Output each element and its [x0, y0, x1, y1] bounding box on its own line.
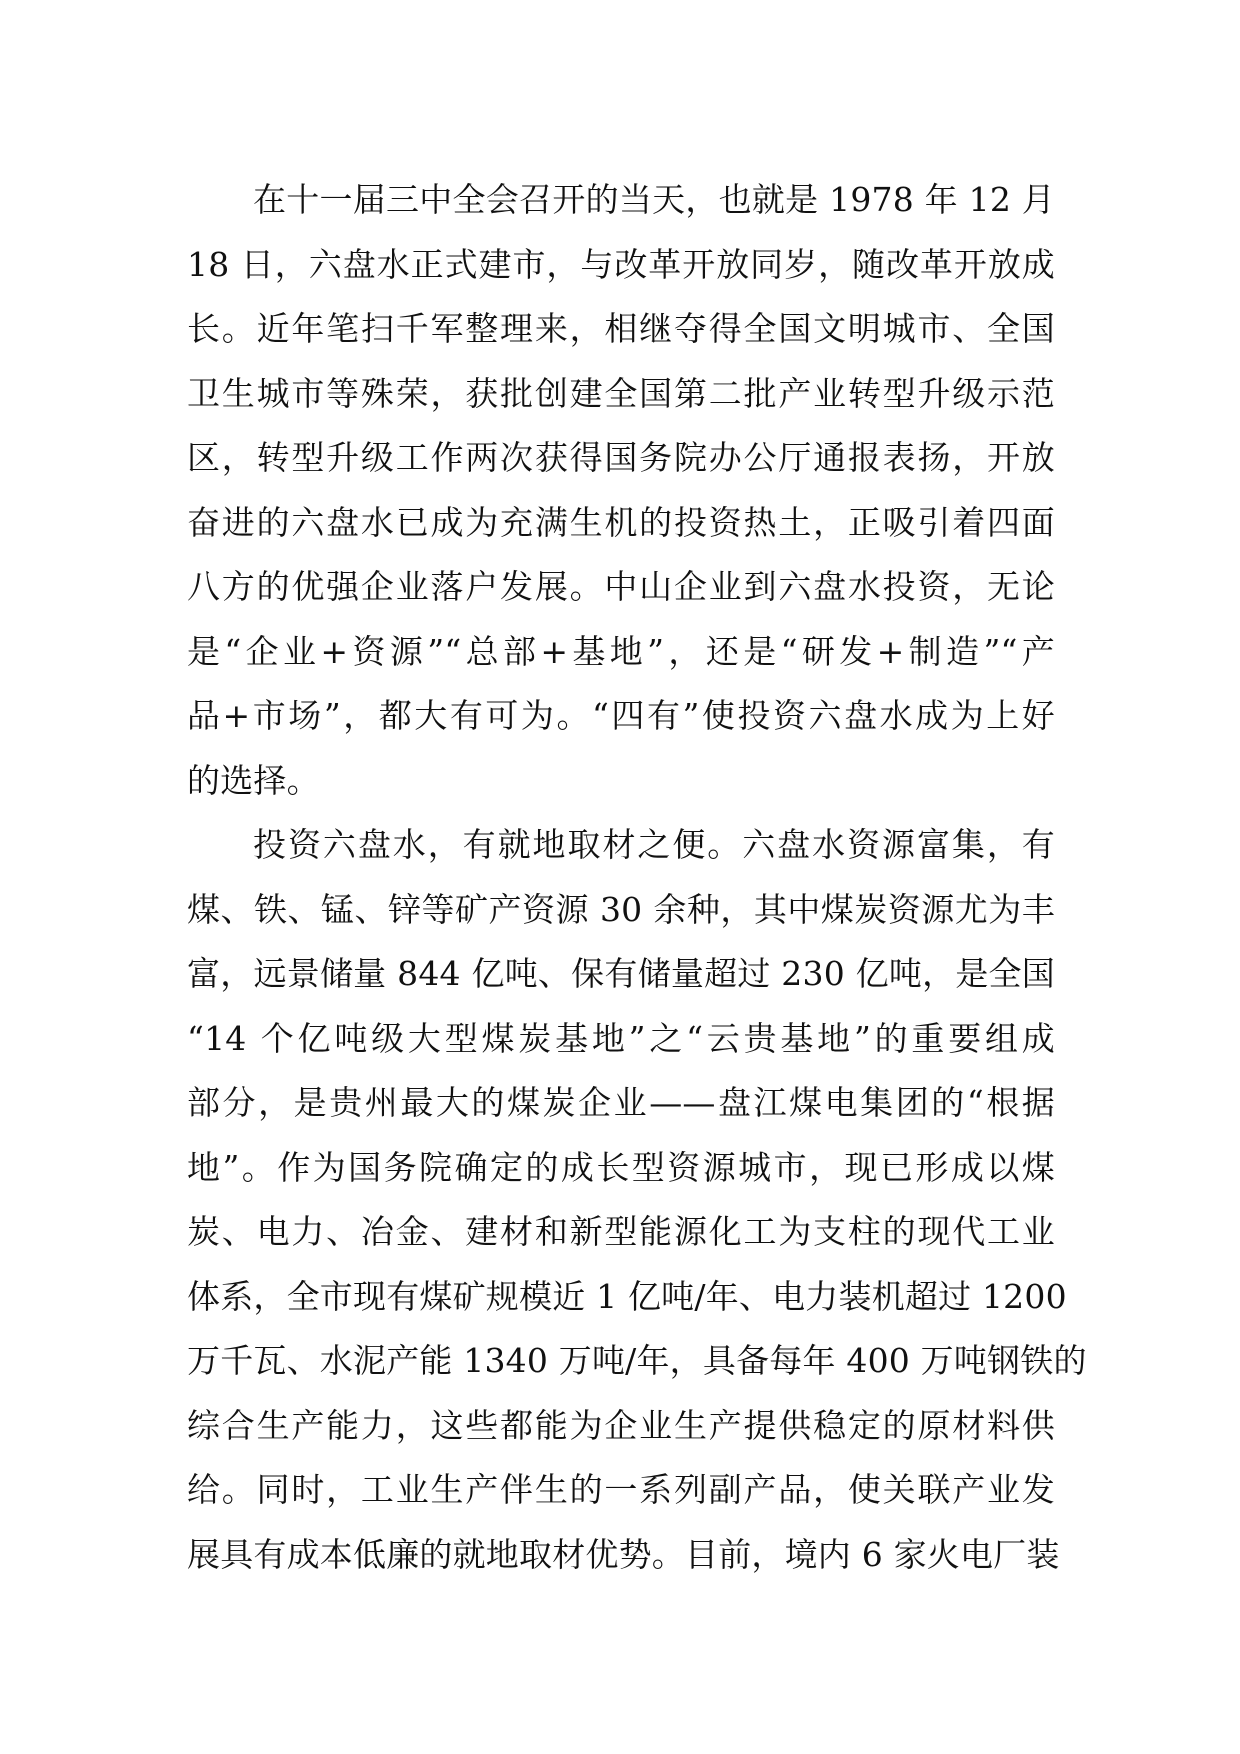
- text-line: 奋进的六盘水已成为充满生机的投资热土，正吸引着四面: [187, 502, 1055, 542]
- text-line: 综合生产能力，这些都能为企业生产提供稳定的原材料供: [187, 1405, 1055, 1445]
- text-line: “14 个亿吨级大型煤炭基地”之“云贵基地”的重要组成: [187, 1018, 1055, 1058]
- text-line: 卫生城市等殊荣，获批创建全国第二批产业转型升级示范: [187, 373, 1055, 413]
- text-line: 部分，是贵州最大的煤炭企业——盘江煤电集团的“根据: [187, 1083, 1055, 1122]
- text-line: 炭、电力、冶金、建材和新型能源化工为支柱的现代工业: [187, 1212, 1055, 1251]
- text-line: 地”。作为国务院确定的成长型资源城市，现已形成以煤: [187, 1147, 1055, 1187]
- text-line: 体系，全市现有煤矿规模近 1 亿吨/年、电力装机超过 1200: [187, 1276, 1067, 1316]
- text-line: 八方的优强企业落户发展。中山企业到六盘水投资，无论: [187, 567, 1055, 606]
- paragraph-founding: [187, 168, 1055, 813]
- text-line: 的选择。: [187, 760, 320, 800]
- text-line: 煤、铁、锰、锌等矿产资源 30 余种，其中煤炭资源尤为丰: [187, 889, 1055, 929]
- text-line: 万千瓦、水泥产能 1340 万吨/年，具备每年 400 万吨钢铁的: [187, 1341, 1087, 1380]
- text-line: 富，远景储量 844 亿吨、保有储量超过 230 亿吨，是全国: [187, 954, 1055, 993]
- text-line: 区，转型升级工作两次获得国务院办公厅通报表扬，开放: [187, 438, 1055, 477]
- text-line: 给。同时，工业生产伴生的一系列副产品，使关联产业发: [187, 1470, 1055, 1509]
- text-line: 投资六盘水，有就地取材之便。六盘水资源富集，有: [253, 825, 1055, 864]
- text-line: 长。近年笔扫千军整理来，相继夺得全国文明城市、全国: [187, 309, 1055, 348]
- text-line: 18 日，六盘水正式建市，与改革开放同岁，随改革开放成: [187, 244, 1055, 284]
- text-line: 在十一届三中全会召开的当天，也就是 1978 年 12 月: [253, 180, 1055, 219]
- document-body: [187, 168, 1087, 1587]
- text-line: 是“企业+资源”“总部+基地”，还是“研发+制造”“产: [187, 631, 1055, 671]
- text-line: 展具有成本低廉的就地取材优势。目前，境内 6 家火电厂装: [187, 1534, 1060, 1574]
- paragraph-resources: [187, 813, 1087, 1587]
- text-line: 品+市场”，都大有可为。“四有”使投资六盘水成为上好: [187, 696, 1055, 735]
